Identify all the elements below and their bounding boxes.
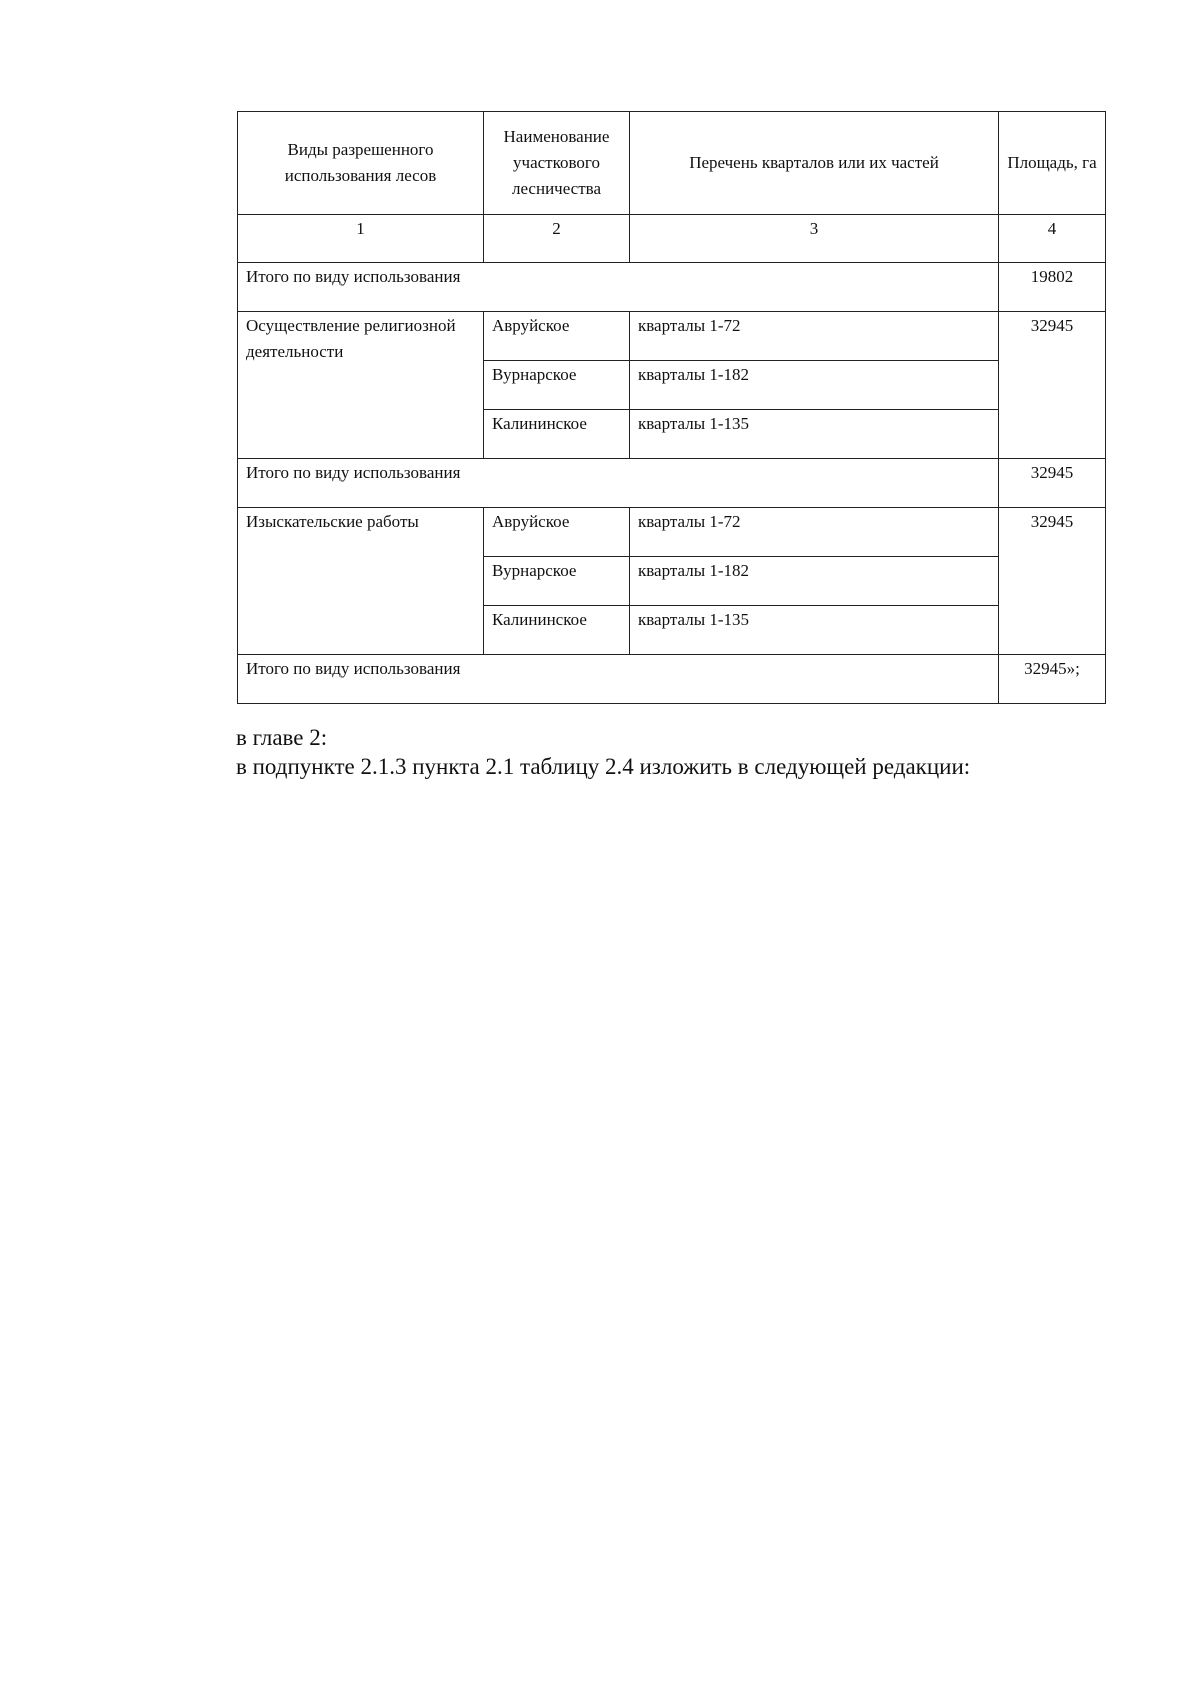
column-number: 4 [999,215,1106,263]
subtotal-row [238,655,1106,704]
forestry-cell: Калининское [484,410,630,459]
forest-use-table [237,111,1106,704]
paragraph-chapter: в главе 2: [236,725,328,750]
area-cell: 32945 [999,312,1106,459]
header-usage-type: Виды разрешенного использования лесов [238,112,484,215]
subtotal-value: 32945 [999,459,1106,508]
header-forestry-name: Наименование участкового лесничества [484,112,630,215]
quarters-cell: кварталы 1-182 [630,361,999,410]
quarters-cell: кварталы 1-72 [630,508,999,557]
forestry-cell: Вурнарское [484,361,630,410]
area-cell: 32945 [999,508,1106,655]
column-number: 2 [484,215,630,263]
subtotal-value: 32945»; [999,655,1106,704]
quarters-cell: кварталы 1-182 [630,557,999,606]
column-number-row [238,215,1106,263]
forestry-cell: Авруйское [484,312,630,361]
usage-type-cell: Осуществление религиозной деятельности [238,312,484,459]
column-number: 1 [238,215,484,263]
table-row [238,312,1106,361]
subtotal-label: Итого по виду использования [238,459,999,508]
subtotal-row [238,459,1106,508]
forestry-cell: Вурнарское [484,557,630,606]
header-area: Площадь, га [999,112,1106,215]
subtotal-value: 19802 [999,263,1106,312]
forestry-cell: Калининское [484,606,630,655]
paragraph-instruction: в подпункте 2.1.3 пункта 2.1 таблицу 2.4 изложить в следующей редакции: [236,754,971,779]
subtotal-label: Итого по виду использования [238,263,999,312]
table-row [238,508,1106,557]
quarters-cell: кварталы 1-135 [630,410,999,459]
quarters-cell: кварталы 1-72 [630,312,999,361]
subtotal-row [238,263,1106,312]
subtotal-label: Итого по виду использования [238,655,999,704]
forestry-cell: Авруйское [484,508,630,557]
usage-type-cell: Изыскательские работы [238,508,484,655]
quarters-cell: кварталы 1-135 [630,606,999,655]
column-number: 3 [630,215,999,263]
table-header-row [238,112,1106,215]
header-quarters-list: Перечень кварталов или их частей [630,112,999,215]
